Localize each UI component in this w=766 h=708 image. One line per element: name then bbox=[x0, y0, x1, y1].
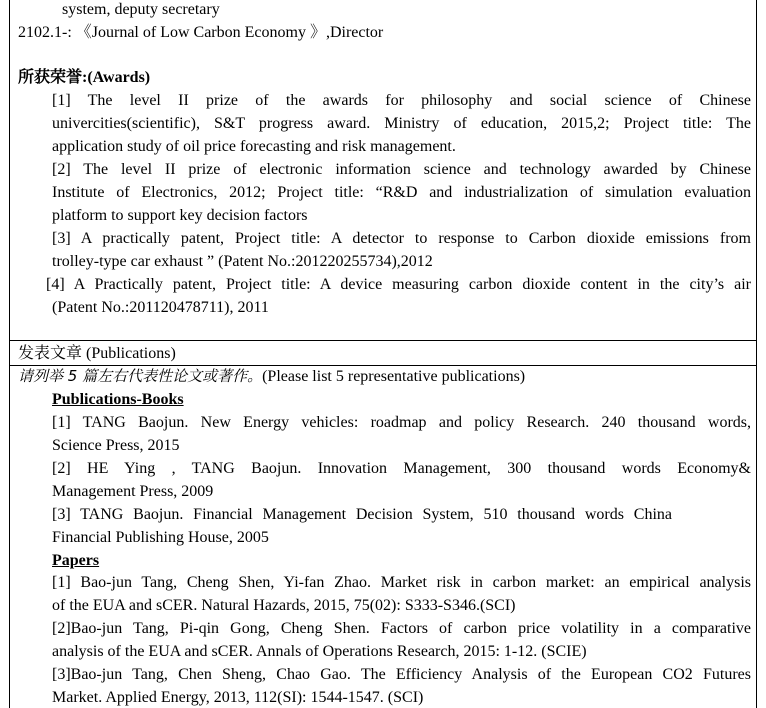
award-line: platform to support key decision factors bbox=[52, 207, 308, 224]
award-line: trolley-type car exhaust ” (Patent No.:201220255734),2012 bbox=[52, 253, 433, 270]
award-line: [2] The level II prize of electronic information science and technology awarded by Chinese bbox=[52, 161, 751, 178]
book-line: [1] TANG Baojun. New Energy vehicles: roadmap and policy Research. 240 thousand words, bbox=[52, 414, 751, 431]
award-item bbox=[52, 227, 751, 273]
publications-instruction bbox=[18, 365, 525, 388]
book-item bbox=[52, 503, 672, 549]
award-line: [4] A Practically patent, Project title: A device measuring carbon dioxide content in the city’s air bbox=[46, 276, 751, 293]
paper-item bbox=[52, 571, 751, 617]
table-row-divider bbox=[9, 340, 757, 341]
book-line: [3] TANG Baojun. Financial Management Decision System, 510 thousand words China bbox=[52, 506, 672, 523]
paper-item bbox=[52, 663, 751, 708]
book-line: [2] HE Ying , TANG Baojun. Innovation Management, 300 thousand words Economy& bbox=[52, 460, 751, 477]
paper-line: [2]Bao-jun Tang, Pi-qin Gong, Cheng Shen. Factors of carbon price volatility in a comparative bbox=[52, 620, 751, 637]
publications-section-label: 发表文章 (Publications) bbox=[18, 345, 176, 362]
paper-item bbox=[52, 617, 751, 663]
paper-line: Market. Applied Energy, 2013, 112(SI): 1544-1547. (SCI) bbox=[52, 689, 424, 706]
book-item bbox=[52, 411, 751, 457]
paper-line: [1] Bao-jun Tang, Cheng Shen, Yi-fan Zhao. Market risk in carbon market: an empirical analysis bbox=[52, 574, 751, 591]
award-item bbox=[46, 273, 751, 319]
book-line: Management Press, 2009 bbox=[52, 483, 214, 500]
journal-position: 2102.1-: 《Journal of Low Carbon Economy 》,Director bbox=[18, 24, 384, 41]
table-border-right bbox=[756, 0, 757, 708]
award-item bbox=[52, 89, 751, 158]
instruction-english: (Please list 5 representative publications) bbox=[262, 368, 526, 385]
award-line: (Patent No.:201120478711), 2011 bbox=[52, 299, 269, 316]
award-line: application study of oil price forecasting and risk management. bbox=[52, 138, 456, 155]
paper-line: of the EUA and sCER. Natural Hazards, 2015, 75(02): S333-S346.(SCI) bbox=[52, 597, 516, 614]
table-border-left bbox=[9, 0, 10, 708]
paper-line: analysis of the EUA and sCER. Annals of Operations Research, 2015: 1-12. (SCIE) bbox=[52, 643, 587, 660]
book-line: Financial Publishing House, 2005 bbox=[52, 529, 269, 546]
book-line: Science Press, 2015 bbox=[52, 437, 180, 454]
award-line: univercities(scientific), S&T progress award. Ministry of education, 2015,2; Project title: The bbox=[52, 115, 751, 132]
instruction-chinese: 请列举 5 篇左右代表性论文或著作。 bbox=[18, 367, 263, 385]
award-line: Institute of Electronics, 2012; Project title: “R&D and industrialization of simulation evaluation bbox=[52, 184, 751, 201]
award-line: [3] A practically patent, Project title: A detector to response to Carbon dioxide emissions from bbox=[52, 230, 751, 247]
award-line: [1] The level II prize of the awards for philosophy and social science of Chinese bbox=[52, 92, 751, 109]
papers-heading: Papers bbox=[52, 552, 100, 569]
awards-heading: 所获荣誉:(Awards) bbox=[18, 69, 151, 86]
position-continuation: system, deputy secretary bbox=[62, 1, 220, 18]
paper-line: [3]Bao-jun Tang, Chen Sheng, Chao Gao. The Efficiency Analysis of the European CO2 Futures bbox=[52, 666, 751, 683]
award-item bbox=[52, 158, 751, 227]
books-heading: Publications-Books bbox=[52, 391, 184, 408]
book-item bbox=[52, 457, 751, 503]
